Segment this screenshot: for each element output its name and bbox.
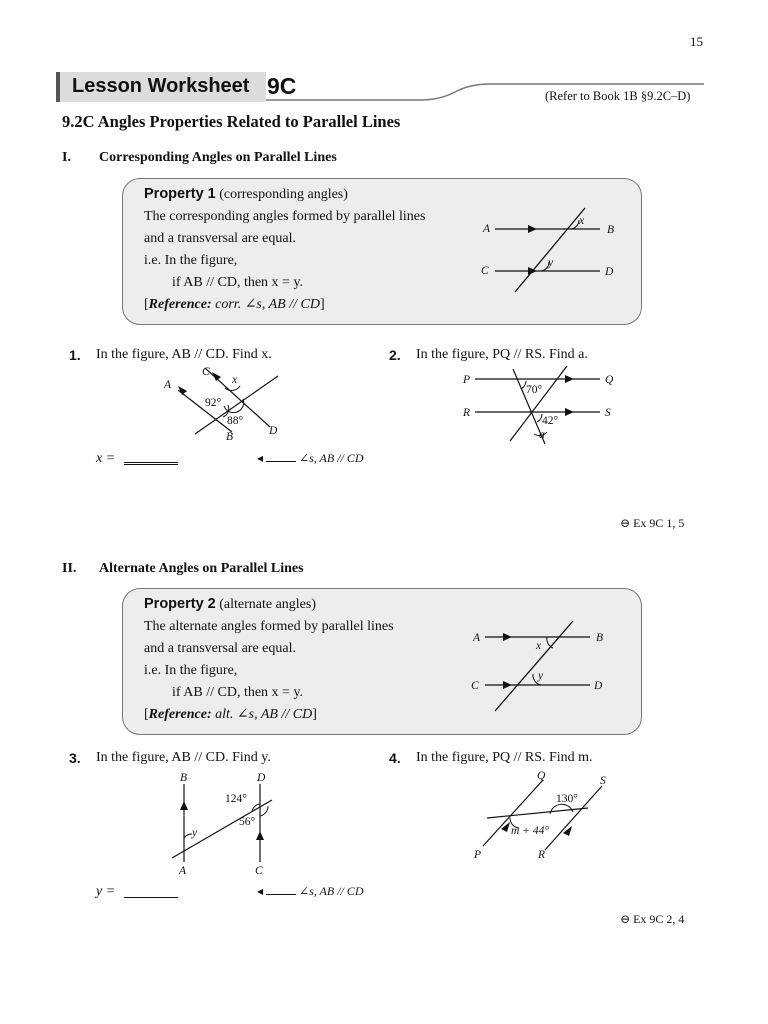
svg-text:m + 44°: m + 44°	[511, 825, 549, 837]
q3-answer-field[interactable]	[124, 897, 178, 898]
svg-text:y: y	[538, 670, 544, 682]
q3-answer-label: y =	[96, 884, 116, 899]
svg-text:D: D	[594, 680, 603, 692]
svg-text:70°: 70°	[526, 384, 543, 396]
part1-title: Corresponding Angles on Parallel Lines	[99, 150, 337, 165]
svg-text:C: C	[202, 366, 210, 378]
q1-text: In the figure, AB // CD. Find x.	[96, 347, 272, 362]
svg-text:a: a	[539, 429, 545, 441]
property1-text: Property 1 (corresponding angles) The corresponding angles formed by parallel lines and a transversal are equal. i.e. In the figure, if AB // CD, then x = y. [Reference: corr. ∠s, AB // CD]	[144, 183, 474, 316]
svg-text:C: C	[481, 265, 489, 277]
svg-text:42°: 42°	[542, 415, 559, 427]
property2-text: Property 2 (alternate angles) The alternate angles formed by parallel lines and a transversal are equal. i.e. In the figure, if AB // CD, then x = y. [Reference: alt. ∠s, AB // CD]	[144, 593, 474, 726]
svg-text:Q: Q	[605, 374, 614, 386]
property1-ie: i.e. In the figure,	[144, 253, 238, 268]
exercise-icon: ⊖	[620, 516, 631, 530]
part2-number: II.	[62, 561, 77, 576]
property1-figure	[470, 200, 630, 300]
svg-text:88°: 88°	[227, 415, 244, 427]
svg-text:y: y	[192, 827, 198, 839]
svg-text:B: B	[226, 431, 234, 443]
svg-text:130°: 130°	[556, 793, 578, 805]
svg-text:x: x	[536, 640, 542, 652]
property1-reference: [Reference: corr. ∠s, AB // CD]	[144, 297, 325, 312]
svg-text:x: x	[579, 215, 585, 227]
svg-text:A: A	[473, 632, 481, 644]
property1-if: if AB // CD, then x = y.	[172, 275, 304, 290]
q4-text: In the figure, PQ // RS. Find m.	[416, 750, 593, 765]
page-number: 15	[690, 34, 703, 49]
q1-answer-label: x =	[96, 451, 116, 466]
q4-figure	[465, 768, 630, 868]
q3-number: 3.	[69, 750, 81, 766]
svg-text:92°: 92°	[205, 397, 222, 409]
pointer-icon: ◂	[257, 451, 264, 465]
property2-reference: [Reference: alt. ∠s, AB // CD]	[144, 707, 317, 722]
part1-exercise-ref: ⊖ Ex 9C 1, 5	[620, 516, 685, 530]
property2-ie: i.e. In the figure,	[144, 663, 238, 678]
property2-figure	[465, 615, 635, 715]
property2-line1: The alternate angles formed by parallel lines	[144, 619, 394, 634]
q1-reason-field[interactable]	[266, 461, 296, 462]
svg-text:A: A	[179, 865, 187, 877]
q1-reason: ◂ ∠s, AB // CD	[257, 451, 364, 465]
property2-line2: and a transversal are equal.	[144, 641, 296, 656]
q2-number: 2.	[389, 347, 401, 363]
svg-text:B: B	[607, 224, 615, 236]
svg-text:B: B	[180, 772, 188, 784]
worksheet-code: 9C	[267, 73, 297, 99]
part2-title: Alternate Angles on Parallel Lines	[99, 561, 304, 576]
svg-text:D: D	[257, 772, 266, 784]
section-title: 9.2C Angles Properties Related to Parallel Lines	[62, 112, 401, 131]
svg-text:56°: 56°	[239, 816, 256, 828]
q2-figure	[455, 366, 630, 446]
svg-text:S: S	[600, 775, 606, 787]
svg-text:B: B	[596, 632, 604, 644]
part1-number: I.	[62, 150, 71, 165]
svg-text:C: C	[471, 680, 479, 692]
pointer-icon: ◂	[257, 884, 264, 898]
svg-text:P: P	[463, 374, 471, 386]
book-reference: (Refer to Book 1B §9.2C–D)	[545, 89, 691, 103]
property2-if: if AB // CD, then x = y.	[172, 685, 304, 700]
svg-text:R: R	[463, 407, 471, 419]
q3-reason: ◂ ∠s, AB // CD	[257, 884, 364, 898]
q4-number: 4.	[389, 750, 401, 766]
part2-exercise-ref: ⊖ Ex 9C 2, 4	[620, 912, 685, 926]
svg-text:y: y	[548, 257, 554, 269]
svg-text:C: C	[255, 865, 263, 877]
q3-text: In the figure, AB // CD. Find y.	[96, 750, 271, 765]
svg-text:x: x	[232, 374, 238, 386]
svg-text:R: R	[538, 849, 546, 861]
q1-figure	[150, 362, 300, 447]
svg-text:A: A	[164, 379, 172, 391]
exercise-icon: ⊖	[620, 912, 631, 926]
svg-text:D: D	[269, 425, 278, 437]
svg-text:D: D	[605, 266, 614, 278]
property1-line2: and a transversal are equal.	[144, 231, 296, 246]
q1-answer-field[interactable]	[124, 462, 178, 465]
q3-reason-field[interactable]	[266, 894, 296, 895]
svg-text:A: A	[483, 223, 491, 235]
svg-text:124°: 124°	[225, 793, 247, 805]
svg-text:P: P	[474, 849, 482, 861]
svg-text:S: S	[605, 407, 611, 419]
q2-text: In the figure, PQ // RS. Find a.	[416, 347, 588, 362]
property1-name: Property 1	[144, 186, 216, 202]
svg-text:Q: Q	[537, 770, 546, 782]
property2-name: Property 2	[144, 596, 216, 612]
q3-figure	[160, 770, 290, 880]
property1-line1: The corresponding angles formed by parallel lines	[144, 209, 426, 224]
q1-number: 1.	[69, 347, 81, 363]
worksheet-title: Lesson Worksheet	[72, 75, 250, 97]
